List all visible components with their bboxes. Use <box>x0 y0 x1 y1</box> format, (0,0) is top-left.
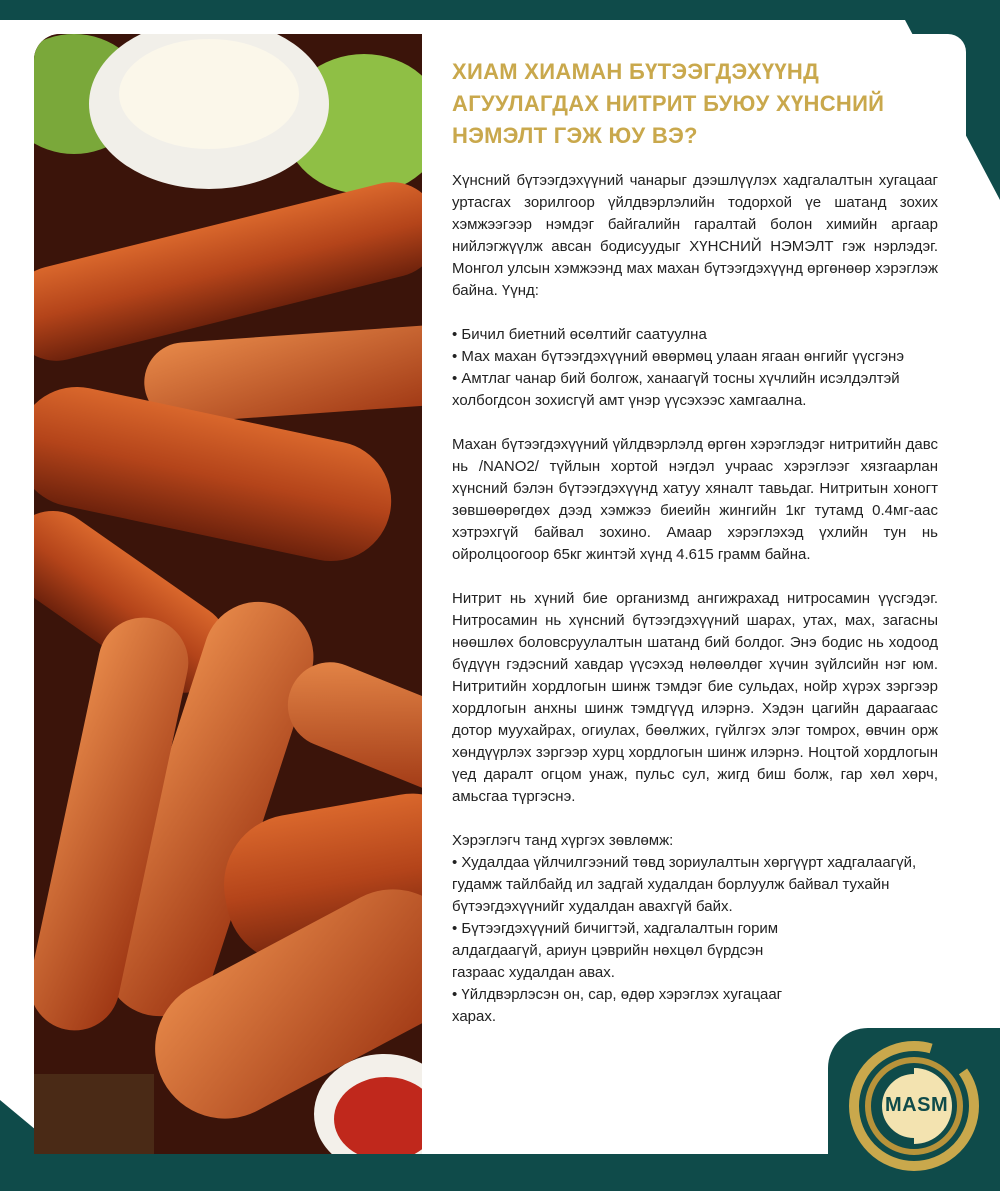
sausage-photo <box>34 34 422 1154</box>
list-item: • Бичил биетний өсөлтийг саатуулна <box>452 326 707 343</box>
list-item: • Мах махан бүтээгдэхүүний өвөрмөц улаан ягаан өнгийг үүсгэнэ <box>452 348 904 365</box>
list-item: • Бүтээгдэхүүний бичигтэй, хадгалалтын горим алдагдаагүй, ариун цэврийн нөхцөл бүрдсэн газраас худалдан авах. <box>452 920 779 981</box>
list-item: • Худалдаа үйлчилгээний төвд зориулалтын хөргүүрт хадгалаагүй, гудамж тайлбайд ил задгай худалдан борлуулж байвал тухайн бүтээгдэхүүнийг худалдан авахгүй байх. <box>452 854 917 915</box>
nitrosamine-paragraph: Нитрит нь хүний бие организмд ангижрахад нитросамин үүсгэдэг. Нитросамин нь хүнсний бүтээгдэхүүний шарах, утах, мах, загасны нөөшлөх боловсруулалтын шатанд бий болдог. Энэ бодис нь ходоод бүдүүн гэдэсний хавдар үүсэхэд нөлөөлдөг хүчин зүйлсийн нэг юм. Нитритийн хордлогын шинж тэмдэг бие сульдах, нойр хүрэх зэргээр хордлогын анхны шинж тэмдгүүд илэрнэ. Хэдэн цагийн дараагаас дотор муухайрах, огиулах, бөөлжих, гүйлгэх элэг томрох, өвчин орж хөндүүрлэх зэргээр хурц хордлогын шинж илэрнэ. Ноцтой хордлогын үед даралт огцом унаж, пульс сул, жигд биш болж, гар хөл хөрч, амьсгаа түргэснэ. <box>452 590 938 805</box>
intro-paragraph: Хүнсний бүтээгдэхүүний чанарыг дээшлүүлэх хадгалалтын хугацааг уртасгах зорилгоор үйлдвэрлэлийн тодорхой үе шатанд зохих хэмжээгээр нэмдэг байгалийн гаралтай болон химийн аргаар нийлэгжүүлж авсан бодисуудыг ХҮНСНИЙ НЭМЭЛТ гэж нэрлэдэг. Монгол улсын хэмжээнд мах махан бүтээгдэхүүнд өргөнөөр хэрэглэж байна. Үүнд: <box>452 172 938 299</box>
article <box>452 56 938 1028</box>
sausage-illustration <box>34 34 422 1154</box>
article-title: ХИАМ ХИАМАН БҮТЭЭГДЭХҮҮНД АГУУЛАГДАХ НИТРИТ БУЮУ ХҮНСНИЙ НЭМЭЛТ ГЭЖ ЮУ ВЭ? <box>452 59 885 148</box>
list-item: • Үйлдвэрлэсэн он, сар, өдөр хэрэглэх хугацааг харах. <box>452 986 783 1025</box>
logo-text: MASM <box>885 1094 949 1116</box>
list-item: • Амтлаг чанар бий болгож, ханаагүй тосны хүчлийн исэлдэлтэй холбогдсон зохисгүй амт үнэр үүсэхээс хамгаална. <box>452 370 900 409</box>
nitrite-paragraph: Махан бүтээгдэхүүний үйлдвэрлэлд өргөн хэрэглэдэг нитритийн давс нь /NANO2/ түйлын хортой нэгдэл учраас хэрэглээг хязгаарлан хүнсний бэлэн бүтээгдэхүүнд хатуу хяналт тавьдаг. Нитритын хоногт зөвшөөрөгдөх дээд хэмжээ биеийн жингийн 1кг тутамд 0.4мг-аас хэтрэхгүй байвал зохино. Амаар хэрэглэхэд үхлийн тун нь ойролцоогоор 65кг жинтэй хүнд 4.615 грамм байна. <box>452 436 938 563</box>
advice-heading: Хэрэглэгч танд хүргэх зөвлөмж: <box>452 832 674 849</box>
